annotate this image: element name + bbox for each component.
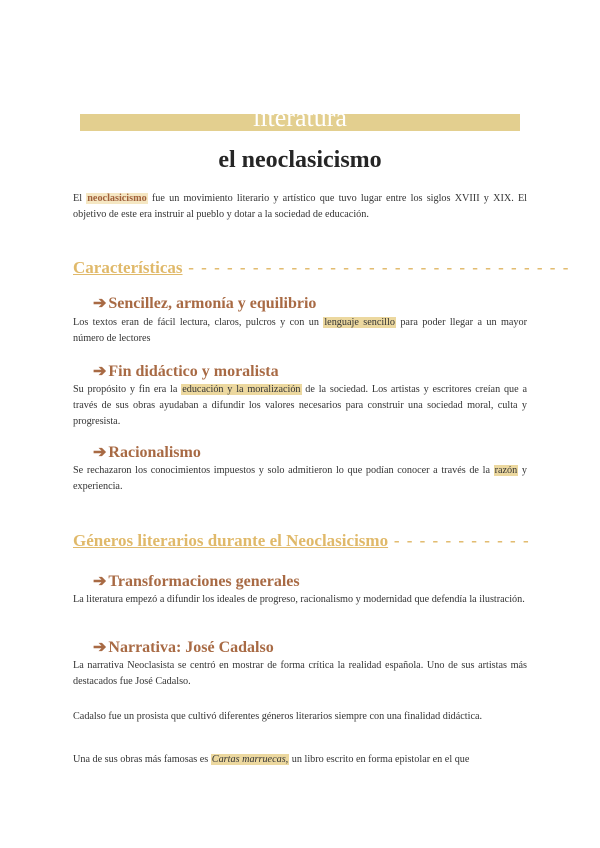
- subheading-fin-didactico: [93, 362, 279, 382]
- section-dashes: - - - - - - - - - - -: [388, 531, 531, 550]
- intro-paragraph: [73, 191, 527, 223]
- subheading-text: Sencillez, armonía y equilibrio: [108, 295, 317, 312]
- paragraph-text: Su propósito y fin era la: [73, 384, 182, 395]
- paragraph-transformaciones: La literatura empezó a difundir los ideales de progreso, racionalismo y modernidad que defendía la ilustración.: [73, 594, 525, 605]
- section-dashes: - - - - - - - - - - - - - - - - - - - - - - - - - - - - - -: [182, 258, 570, 277]
- arrow-right-icon: ➔: [93, 444, 107, 461]
- highlighted-text: educación y la moralización: [182, 384, 301, 395]
- arrow-right-icon: ➔: [93, 295, 107, 312]
- subheading-transformaciones: [93, 572, 300, 592]
- paragraph-text: de la sociedad. Los artistas y escritores creían que a través de sus obras ayudaban a difundir los valores necesarios para construir una sociedad moral, culta y progresista.: [73, 384, 527, 427]
- paragraph-sencillez: [73, 315, 527, 347]
- paragraph-text: para poder llegar a un mayor número de lectores: [73, 317, 527, 344]
- paragraph-fin-didactico: [73, 382, 527, 430]
- paragraph-text: Se rechazaron los conocimientos impuestos y solo admitieron lo que podían conocer a través de la: [73, 465, 494, 476]
- page-title: literatura: [253, 103, 347, 132]
- subheading-text: Narrativa: José Cadalso: [108, 639, 274, 656]
- subheading-text: Racionalismo: [108, 444, 201, 461]
- paragraph-text: Una de sus obras más famosas es: [73, 754, 211, 765]
- paragraph-narrativa: La narrativa Neoclasista se centró en mostrar de forma crítica la realidad española. Uno de sus artistas más destacados fue José Cadalso.: [73, 660, 527, 687]
- paragraph-text: un libro escrito en forma epistolar en el que: [289, 754, 470, 765]
- arrow-right-icon: ➔: [93, 363, 107, 380]
- highlighted-text: lenguaje sencillo: [324, 317, 395, 328]
- subheading-racionalismo: [93, 443, 201, 463]
- section-title: Características: [73, 258, 183, 277]
- arrow-right-icon: ➔: [93, 639, 107, 656]
- intro-prefix: El: [73, 193, 87, 204]
- paragraph-text: y experiencia.: [73, 465, 528, 492]
- intro-keyword: neoclasicismo: [87, 193, 147, 204]
- book-title: Cartas marruecas,: [211, 754, 289, 765]
- section-title: Géneros literarios durante el Neoclasicismo: [73, 531, 389, 550]
- paragraph-cadalso: Cadalso fue un prosista que cultivó diferentes géneros literarios siempre con una finalidad didáctica.: [73, 711, 483, 722]
- subheading-text: Fin didáctico y moralista: [108, 363, 279, 380]
- subheading-text: Transformaciones generales: [108, 573, 300, 590]
- subheading-narrativa: [93, 638, 274, 658]
- subheading-sencillez: [93, 294, 316, 314]
- paragraph-cartas: [73, 752, 527, 768]
- paragraph-racionalismo: [73, 463, 527, 495]
- intro-text: fue un movimiento literario y artístico que tuvo lugar entre los siglos XVIII y XIX. El objetivo de este era instruir al pueblo y dotar a la sociedad de educación.: [73, 193, 527, 220]
- section-heading-generos: [73, 530, 530, 552]
- paragraph-text: Los textos eran de fácil lectura, claros, pulcros y con un: [73, 317, 324, 328]
- highlighted-text: razón: [494, 465, 518, 476]
- arrow-right-icon: ➔: [93, 573, 107, 590]
- page-subtitle: el neoclasicismo: [218, 147, 382, 173]
- section-heading-caracteristicas: [73, 257, 570, 279]
